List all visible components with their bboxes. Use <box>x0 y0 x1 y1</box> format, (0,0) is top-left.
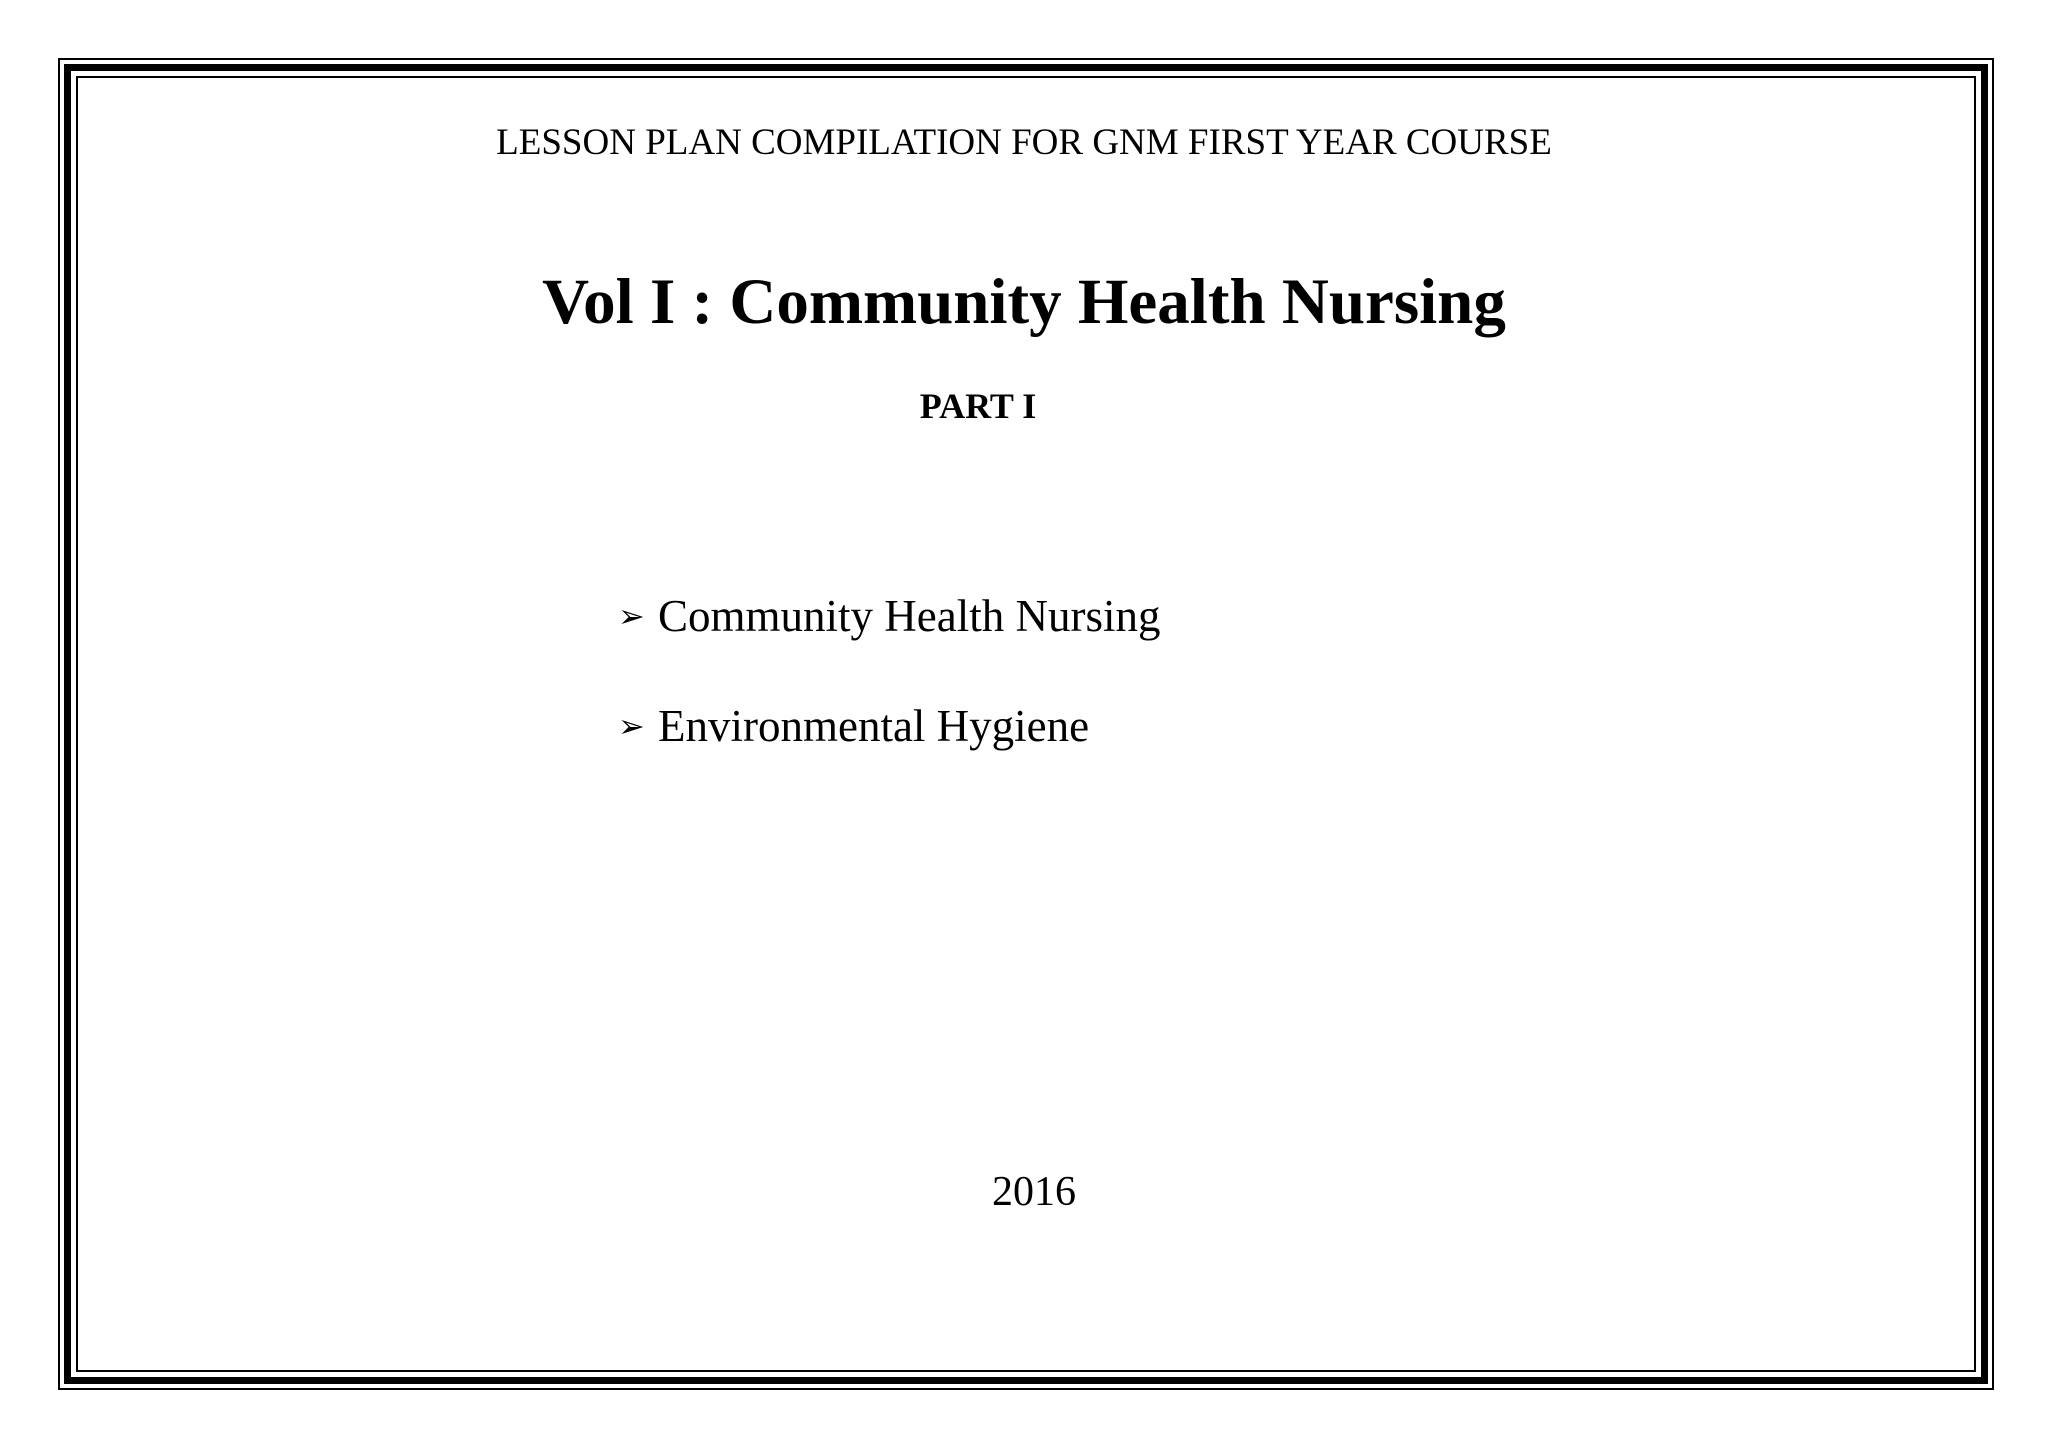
part-label: PART I <box>919 386 1037 426</box>
topic-label: Environmental Hygiene <box>658 701 1090 751</box>
topic-item <box>618 588 1160 644</box>
topic-item <box>618 698 1089 754</box>
topic-label: Community Health Nursing <box>658 591 1161 641</box>
publication-year: 2016 <box>992 1169 1076 1215</box>
arrow-bullet-icon: ➢ <box>618 708 645 744</box>
course-subtitle: LESSON PLAN COMPILATION FOR GNM FIRST YEAR COURSE <box>496 122 1552 163</box>
arrow-bullet-icon: ➢ <box>618 598 645 634</box>
volume-title: Vol I : Community Health Nursing <box>542 266 1506 338</box>
